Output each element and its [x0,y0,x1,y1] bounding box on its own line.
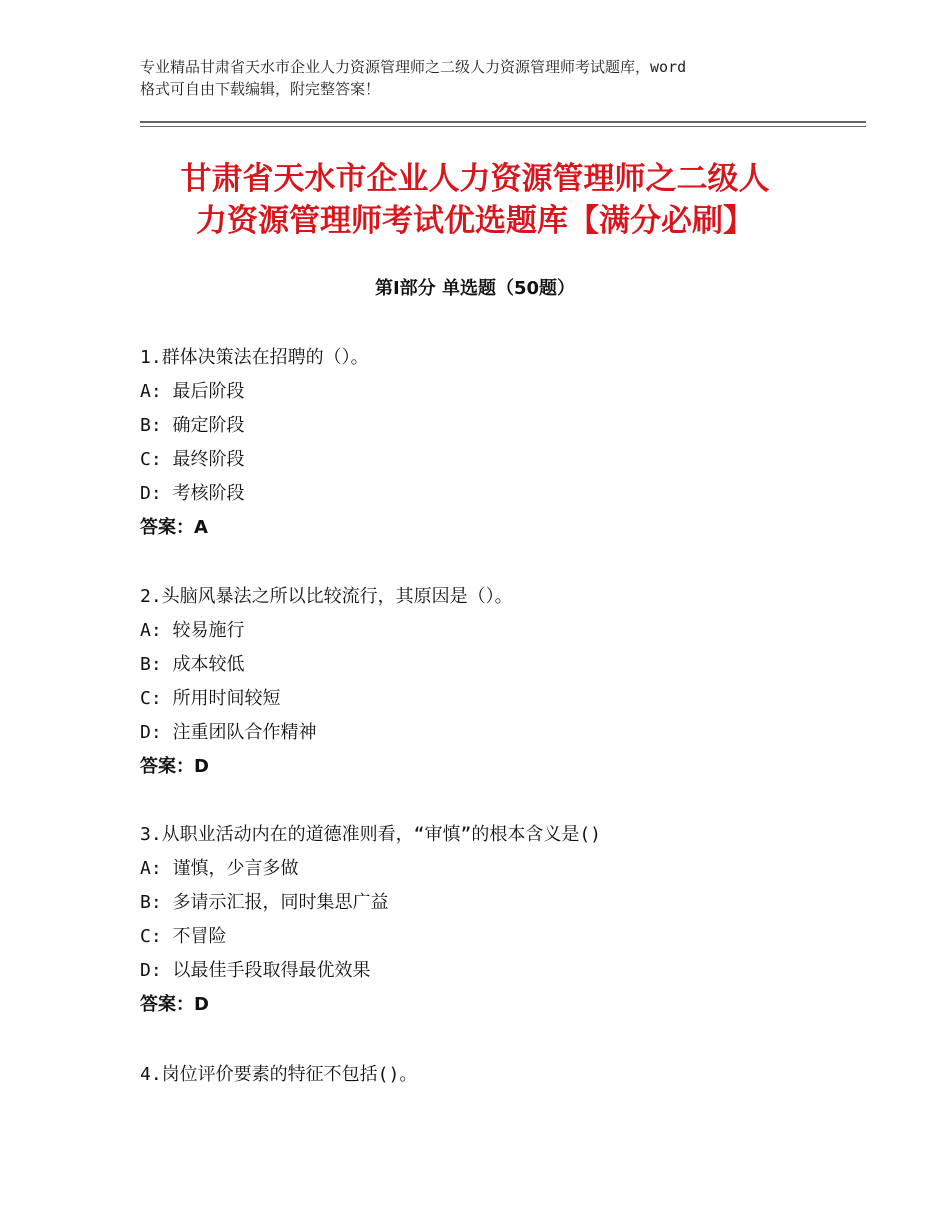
option-a: A: 较易施行 [140,620,245,641]
header-divider-thick [140,121,866,123]
header-note-line-2: 格式可自由下载编辑，附完整答案！ [140,80,381,98]
question-3 [140,818,840,1022]
question-4 [140,1058,840,1092]
question-stem: 4.岗位评价要素的特征不包括()。 [140,1064,418,1085]
document-title [120,158,830,242]
question-2 [140,580,840,784]
question-stem: 1.群体决策法在招聘的（）。 [140,347,369,368]
question-1 [140,341,840,545]
option-d: D: 注重团队合作精神 [140,722,317,743]
option-b: B: 多请示汇报，同时集思广益 [140,892,389,913]
header-note-line-1: 专业精品甘肃省天水市企业人力资源管理师之二级人力资源管理师考试题库，word [140,58,687,76]
document-title-line-2: 力资源管理师考试优选题库【满分必刷】 [196,203,754,239]
document-title-line-1: 甘肃省天水市企业人力资源管理师之二级人 [180,161,770,197]
option-d: D: 以最佳手段取得最优效果 [140,960,371,981]
question-stem: 3.从职业活动内在的道德准则看，“审慎”的根本含义是() [140,824,602,845]
option-d: D: 考核阶段 [140,483,245,504]
option-c: C: 不冒险 [140,926,227,947]
section-heading: 第Ⅰ部分 单选题（50题） [374,278,575,299]
option-a: A: 最后阶段 [140,381,245,402]
option-c: C: 所用时间较短 [140,688,281,709]
answer-label: 答案：D [140,756,209,777]
option-b: B: 成本较低 [140,654,245,675]
answer-label: 答案：A [140,517,208,538]
question-stem: 2.头脑风暴法之所以比较流行，其原因是（）。 [140,586,513,607]
header-note [140,56,840,100]
option-b: B: 确定阶段 [140,415,245,436]
answer-label: 答案：D [140,994,209,1015]
option-c: C: 最终阶段 [140,449,245,470]
header-divider-thin [140,126,866,127]
option-a: A: 谨慎，少言多做 [140,858,299,879]
